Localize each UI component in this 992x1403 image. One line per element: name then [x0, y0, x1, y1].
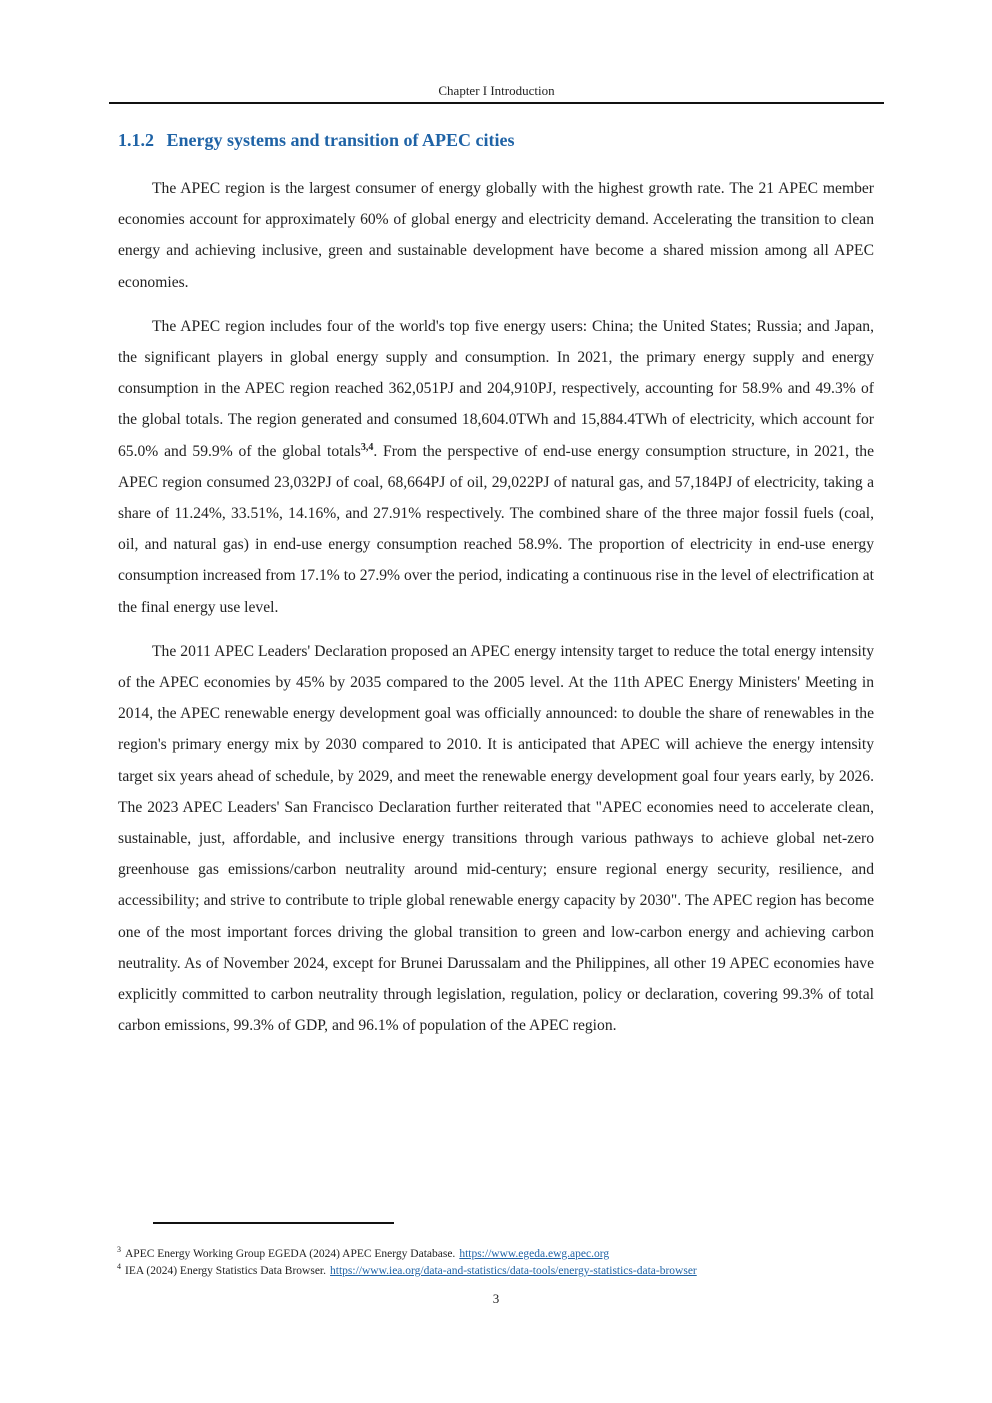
body-text: [118, 173, 874, 1054]
footnote-text: APEC Energy Working Group EGEDA (2024) APEC Energy Database.: [125, 1248, 456, 1260]
footnote-text: IEA (2024) Energy Statistics Data Browser.: [125, 1265, 327, 1277]
section-title: Energy systems and transition of APEC cities: [166, 130, 515, 150]
paragraph-3: The 2011 APEC Leaders' Declaration proposed an APEC energy intensity target to reduce the total energy intensity of the APEC economies by 45% by 2035 compared to the 2005 level. At the 11th APEC Energy Ministers' Meeting in 2014, the APEC renewable energy development goal was officially announced: to double the share of renewables in the region's primary energy mix by 2030 compared to 2010. It is anticipated that APEC will achieve the energy intensity target six years ahead of schedule, by 2029, and meet the renewable energy development goal four years early, by 2026. The 2023 APEC Leaders' San Francisco Declaration further reiterated that "APEC economies need to accelerate clean, sustainable, just, affordable, and inclusive energy transitions through various pathways to achieve global net-zero greenhouse gas emissions/carbon neutrality around mid-century; ensure regional energy security, resilience, and accessibility; and strive to contribute to triple global renewable energy capacity by 2030". The APEC region has become one of the most important forces driving the global transition to green and low-carbon energy and achieving carbon neutrality. As of November 2024, except for Brunei Darussalam and the Philippines, all other 19 APEC economies have explicitly committed to carbon neutrality through legislation, regulation, policy or declaration, covering 99.3% of total carbon emissions, 99.3% of GDP, and 96.1% of population of the APEC region.: [118, 642, 874, 1035]
footnote-link[interactable]: https://www.egeda.ewg.apec.org: [459, 1248, 610, 1260]
footnote-3: [117, 1246, 877, 1263]
footnotes: [117, 1246, 877, 1280]
footnote-mark: 4: [117, 1262, 121, 1272]
section-heading: [118, 126, 515, 154]
footnote-mark: 3: [117, 1245, 121, 1255]
paragraph-1: The APEC region is the largest consumer of energy globally with the highest growth rate. The 21 APEC member economies account for approximately 60% of global energy and electricity demand. Accelerating the transition to clean energy and achieving inclusive, green and sustainable development have become a shared mission among all APEC economies.: [118, 180, 874, 291]
footnote-separator: [153, 1222, 394, 1224]
paragraph-2-text-b: . From the perspective of end-use energy consumption structure, in 2021, the APEC region consumed 23,032PJ of coal, 68,664PJ of oil, 29,022PJ of natural gas, and 57,184PJ of electricity, taking a share of 11.24%, 33.51%, 14.16%, and 27.91% respectively. The combined share of the three major fossil fuels (coal, oil, and natural gas) in end-use energy consumption reached 58.9%. The proportion of electricity in end-use energy consumption increased from 17.1% to 27.9% over the period, indicating a continuous rise in the level of electrification at the final energy use level.: [118, 442, 875, 616]
footnote-link[interactable]: https://www.iea.org/data-and-statistics/data-tools/energy-statistics-data-browser: [330, 1265, 697, 1277]
running-header: [109, 82, 884, 104]
page-number: 3: [492, 1291, 500, 1306]
running-header-title: Chapter I Introduction: [438, 83, 555, 98]
paragraph-2: [118, 311, 874, 623]
paragraph-2-text-a: The APEC region includes four of the world's top five energy users: China; the United States; Russia; and Japan, the significant players in global energy supply and consumption. In 2021, the primary energy supply and energy consumption in the APEC region reached 362,051PJ and 204,910PJ, respectively, accounting for 58.9% and 49.3% of the global totals. The region generated and consumed 18,604.0TWh and 15,884.4TWh of electricity, which account for 65.0% and 59.9% of the global totals: [118, 317, 874, 460]
footnote-reference-3-4[interactable]: 3,4: [360, 441, 374, 453]
footnote-4: [117, 1263, 877, 1280]
section-number: 1.1.2: [118, 130, 154, 150]
